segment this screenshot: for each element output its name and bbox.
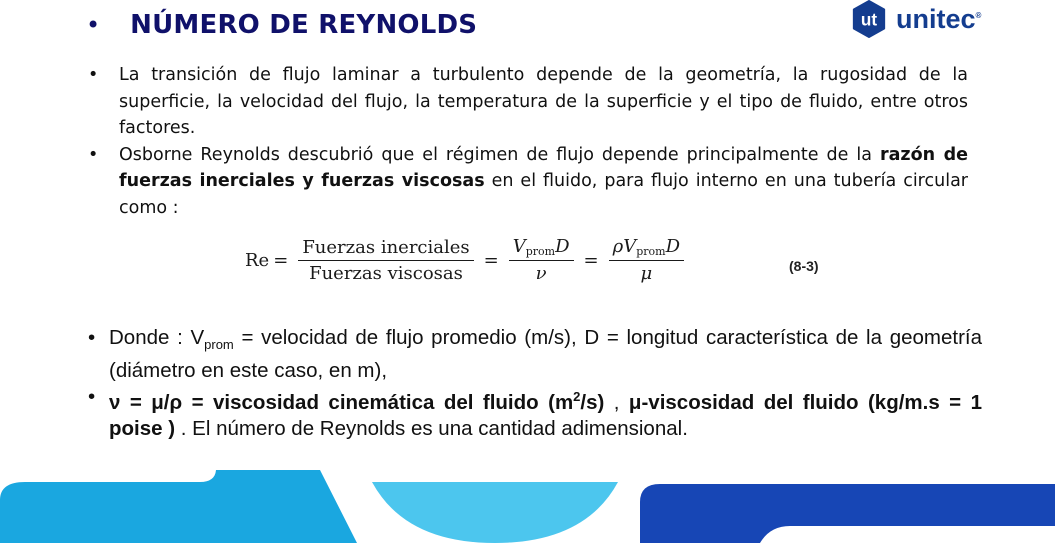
subscript-prom: prom: [525, 245, 556, 258]
intro-bullets: [88, 62, 968, 221]
formula-equals: =: [483, 249, 499, 271]
reynolds-formula: [245, 230, 690, 290]
definition-item-1: [88, 325, 982, 384]
paragraph-text: La transición de flujo laminar a turbulento depende de la geometría, la rugosidad de la superficie, la velocidad del flujo, la temperatura de la superficie y el tipo de fluido, entre otros factores.: [119, 65, 968, 138]
definition-text-end: = velocidad de flujo promedio (m/s), D = longitud característica de la geometría (diámetro en este caso, en m),: [109, 326, 982, 382]
logo-registered-mark: ®: [975, 10, 982, 20]
symbol-d: D: [555, 236, 570, 257]
footer-dark-blue-shape: [640, 484, 1055, 543]
decorative-footer: [0, 470, 1055, 543]
formula-equals: =: [273, 249, 289, 271]
title-bullet: •: [86, 11, 101, 39]
formula-fraction-dynamic: [609, 236, 684, 284]
logo-mark: ut: [860, 10, 878, 30]
definition-bold-b: /s): [580, 391, 605, 414]
footer-light-blue-shape: [0, 470, 357, 543]
symbol-rho: ρ: [612, 236, 624, 257]
symbol-d: D: [665, 236, 681, 257]
paragraph-text: Osborne Reynolds descubrió que el régimen de flujo depende principalmente de la: [119, 144, 880, 165]
subscript-prom: prom: [636, 245, 666, 258]
logo-text: [896, 4, 981, 35]
fraction-denominator: ν: [535, 263, 547, 284]
unitec-logo: [850, 0, 981, 38]
symbol-v: V: [623, 236, 637, 257]
paragraph-bold-text: razón de fuerzas inerciales y fuerzas viscosas: [119, 144, 968, 191]
formula-fraction-kinematic: [509, 236, 574, 284]
paragraph-text-end: en el fluido, para flujo interno en una tubería circular como :: [119, 171, 968, 218]
superscript-2: 2: [573, 389, 581, 404]
definition-bold-c: μ-viscosidad del fluido (kg/m.s = 1 poise ): [109, 391, 982, 440]
intro-paragraph-2: [88, 142, 968, 222]
formula-lhs: Re: [245, 249, 270, 271]
bullet-dot: •: [88, 65, 99, 85]
subscript-prom: prom: [204, 337, 234, 352]
fraction-numerator: [609, 236, 684, 261]
definition-bullets: [88, 325, 982, 442]
fraction-denominator: μ: [640, 263, 653, 284]
intro-paragraph-1: [88, 62, 968, 142]
footer-sky-arc: [372, 482, 618, 543]
logo-wordmark: unitec: [896, 3, 976, 34]
formula-equals: =: [583, 249, 599, 271]
definition-separator: ,: [604, 391, 629, 414]
title-row: [86, 10, 477, 40]
fraction-numerator: Fuerzas inerciales: [298, 237, 473, 261]
formula-fraction-forces: [298, 237, 473, 284]
definition-text: Donde : V: [109, 326, 205, 349]
unitec-badge-icon: [850, 0, 888, 38]
bullet-dot: •: [88, 326, 96, 349]
page-title: NÚMERO DE REYNOLDS: [130, 10, 478, 40]
fraction-numerator: [509, 236, 574, 261]
definition-text-end: . El número de Reynolds es una cantidad adimensional.: [175, 417, 688, 440]
definition-item-2: [88, 384, 982, 442]
symbol-v: V: [512, 236, 526, 257]
equation-number: (8-3): [789, 258, 819, 274]
bullet-dot: •: [88, 385, 96, 408]
bullet-dot: •: [88, 144, 99, 165]
definition-bold-a: ν = μ/ρ = viscosidad cinemática del fluido (m: [109, 391, 574, 414]
fraction-denominator: Fuerzas viscosas: [309, 262, 463, 284]
